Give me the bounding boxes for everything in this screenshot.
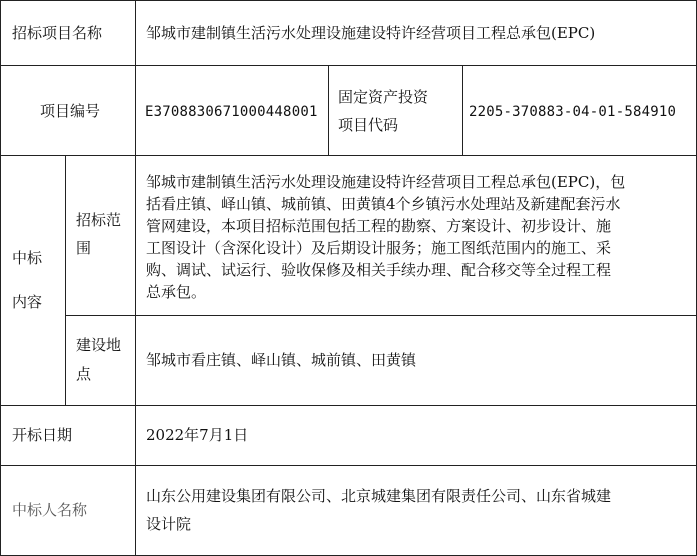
site-value: 邹城市看庄镇、峄山镇、城前镇、田黄镇 [146,351,417,369]
winner-line: 山东公用建设集团有限公司、北京城建集团有限责任公司、山东省城建 [146,487,612,505]
open-date-label: 开标日期 [12,426,73,444]
table-border-top [0,0,697,1]
bid-content-label-line2: 内容 [12,293,43,311]
site-label-line2: 点 [76,365,92,383]
scope-line: 工图设计（含深化设计）及后期设计服务；施工图纸范围内的施工、采 [146,239,612,257]
row-divider [0,65,697,66]
row-divider [65,315,697,316]
row-divider [0,155,697,156]
column-divider [328,65,329,155]
scope-label-line1: 招标范 [76,211,122,229]
scope-line: 总承包。 [146,283,207,301]
column-divider [462,65,463,155]
project-number-value: E3708830671000448001 [145,104,318,120]
scope-line: 邹城市建制镇生活污水处理设施建设特许经营项目工程总承包(EPC)，包 [146,173,626,191]
scope-line: 购、调试、试运行、验收保修及相关手续办理、配合移交等全过程工程 [146,261,612,279]
scope-label-line2: 围 [76,239,92,257]
winner-label: 中标人名称 [12,501,88,519]
site-label-line1: 建设地 [76,336,122,354]
asset-code-value: 2205-370883-04-01-584910 [469,104,677,120]
table-border-left [0,0,1,556]
column-divider [65,155,66,405]
row-divider [0,465,697,466]
row-divider [0,405,697,406]
bid-content-label-line1: 中标 [12,249,43,267]
scope-line: 括看庄镇、峄山镇、城前镇、田黄镇4个乡镇污水处理站及新建配套污水 [146,195,621,213]
winner-line: 设计院 [146,515,192,533]
scope-line: 管网建设，本项目招标范围包括工程的勘察、方案设计、初步设计、施 [146,217,612,235]
project-name-label: 招标项目名称 [12,24,103,42]
asset-code-label-line2: 项目代码 [338,116,399,134]
asset-code-label-line1: 固定资产投资 [338,88,429,106]
column-divider [135,0,136,556]
project-number-label: 项目编号 [40,102,101,120]
project-name-value: 邹城市建制镇生活污水处理设施建设特许经营项目工程总承包(EPC) [146,24,596,42]
open-date-value: 2022年7月1日 [146,426,249,444]
